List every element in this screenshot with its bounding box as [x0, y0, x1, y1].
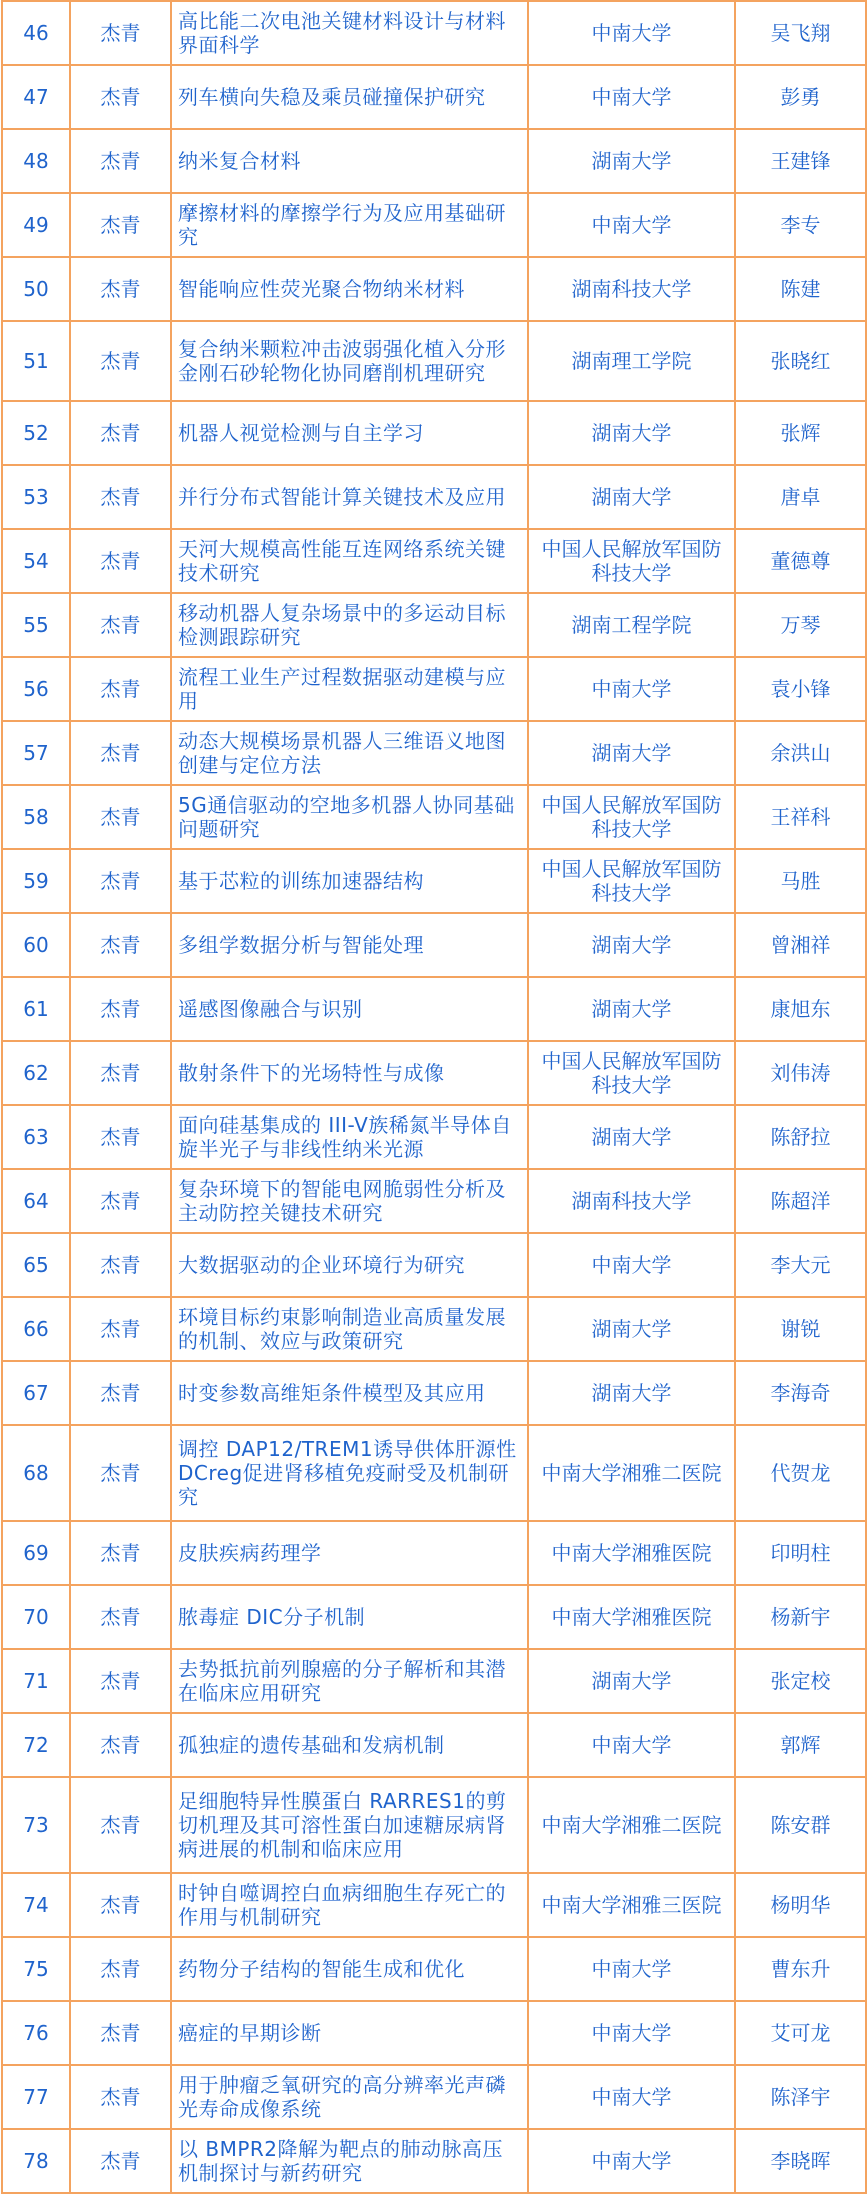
row-institution: 中国人民解放军国防科技大学	[528, 849, 735, 913]
row-project-title: 天河大规模高性能互连网络系统关键技术研究	[171, 529, 528, 593]
table-row	[2, 1425, 866, 1521]
row-project-title: 调控 DAP12/TREM1诱导供体肝源性 DCreg促进肾移植免疫耐受及机制研究	[171, 1425, 528, 1521]
row-person-name: 曾湘祥	[735, 913, 866, 977]
row-category: 杰青	[70, 2129, 171, 2193]
row-project-title: 列车横向失稳及乘员碰撞保护研究	[171, 65, 528, 129]
row-category: 杰青	[70, 657, 171, 721]
row-person-name: 刘伟涛	[735, 1041, 866, 1105]
table-row	[2, 401, 866, 465]
row-project-title: 多组学数据分析与智能处理	[171, 913, 528, 977]
table-row	[2, 529, 866, 593]
row-institution: 湖南大学	[528, 129, 735, 193]
row-institution: 湖南大学	[528, 1649, 735, 1713]
row-category: 杰青	[70, 1937, 171, 2001]
row-project-title: 时钟自噬调控白血病细胞生存死亡的作用与机制研究	[171, 1873, 528, 1937]
row-person-name: 郭辉	[735, 1713, 866, 1777]
table-row	[2, 2065, 866, 2129]
row-category: 杰青	[70, 1649, 171, 1713]
row-number: 60	[2, 913, 70, 977]
row-project-title: 摩擦材料的摩擦学行为及应用基础研究	[171, 193, 528, 257]
row-person-name: 杨明华	[735, 1873, 866, 1937]
row-category: 杰青	[70, 321, 171, 401]
row-institution: 湖南大学	[528, 401, 735, 465]
row-institution: 湖南大学	[528, 913, 735, 977]
row-number: 59	[2, 849, 70, 913]
row-number: 69	[2, 1521, 70, 1585]
row-person-name: 张辉	[735, 401, 866, 465]
row-project-title: 以 BMPR2降解为靶点的肺动脉高压机制探讨与新药研究	[171, 2129, 528, 2193]
table-row	[2, 257, 866, 321]
row-number: 55	[2, 593, 70, 657]
row-person-name: 李海奇	[735, 1361, 866, 1425]
awards-table	[1, 0, 867, 2194]
row-person-name: 王建锋	[735, 129, 866, 193]
row-institution: 中南大学湘雅医院	[528, 1521, 735, 1585]
row-number: 53	[2, 465, 70, 529]
row-project-title: 机器人视觉检测与自主学习	[171, 401, 528, 465]
row-number: 66	[2, 1297, 70, 1361]
row-number: 70	[2, 1585, 70, 1649]
row-category: 杰青	[70, 1585, 171, 1649]
row-number: 67	[2, 1361, 70, 1425]
row-category: 杰青	[70, 2065, 171, 2129]
row-category: 杰青	[70, 1169, 171, 1233]
table-row	[2, 1937, 866, 2001]
row-institution: 中南大学	[528, 1233, 735, 1297]
row-institution: 中南大学湘雅二医院	[528, 1425, 735, 1521]
row-number: 51	[2, 321, 70, 401]
row-category: 杰青	[70, 1361, 171, 1425]
row-institution: 湖南科技大学	[528, 1169, 735, 1233]
table-row	[2, 1361, 866, 1425]
row-project-title: 复合纳米颗粒冲击波弱强化植入分形金刚石砂轮物化协同磨削机理研究	[171, 321, 528, 401]
row-category: 杰青	[70, 401, 171, 465]
row-institution: 中南大学	[528, 1937, 735, 2001]
row-person-name: 陈舒拉	[735, 1105, 866, 1169]
row-category: 杰青	[70, 1777, 171, 1873]
table-row	[2, 193, 866, 257]
row-number: 58	[2, 785, 70, 849]
row-number: 65	[2, 1233, 70, 1297]
row-person-name: 陈安群	[735, 1777, 866, 1873]
row-project-title: 智能响应性荧光聚合物纳米材料	[171, 257, 528, 321]
table-row	[2, 1297, 866, 1361]
row-institution: 湖南大学	[528, 1105, 735, 1169]
row-number: 68	[2, 1425, 70, 1521]
row-category: 杰青	[70, 529, 171, 593]
row-number: 56	[2, 657, 70, 721]
row-person-name: 马胜	[735, 849, 866, 913]
row-category: 杰青	[70, 1233, 171, 1297]
row-institution: 中南大学	[528, 2129, 735, 2193]
row-project-title: 流程工业生产过程数据驱动建模与应用	[171, 657, 528, 721]
row-number: 75	[2, 1937, 70, 2001]
row-number: 61	[2, 977, 70, 1041]
row-project-title: 面向硅基集成的 III-V族稀氮半导体自旋半光子与非线性纳米光源	[171, 1105, 528, 1169]
row-category: 杰青	[70, 1873, 171, 1937]
row-category: 杰青	[70, 1, 171, 65]
row-category: 杰青	[70, 1713, 171, 1777]
row-institution: 中南大学	[528, 1, 735, 65]
row-institution: 湖南工程学院	[528, 593, 735, 657]
table-row	[2, 2001, 866, 2065]
row-person-name: 康旭东	[735, 977, 866, 1041]
table-row	[2, 1233, 866, 1297]
row-institution: 湖南大学	[528, 721, 735, 785]
row-number: 46	[2, 1, 70, 65]
table-row	[2, 593, 866, 657]
row-project-title: 遥感图像融合与识别	[171, 977, 528, 1041]
row-person-name: 王祥科	[735, 785, 866, 849]
row-project-title: 用于肿瘤乏氧研究的高分辨率光声磷光寿命成像系统	[171, 2065, 528, 2129]
table-row	[2, 1169, 866, 1233]
table-row	[2, 65, 866, 129]
table-row	[2, 1, 866, 65]
row-project-title: 药物分子结构的智能生成和优化	[171, 1937, 528, 2001]
row-category: 杰青	[70, 1105, 171, 1169]
row-person-name: 曹东升	[735, 1937, 866, 2001]
row-project-title: 5G通信驱动的空地多机器人协同基础问题研究	[171, 785, 528, 849]
row-person-name: 李晓晖	[735, 2129, 866, 2193]
table-row	[2, 657, 866, 721]
row-category: 杰青	[70, 257, 171, 321]
table-row	[2, 129, 866, 193]
row-person-name: 艾可龙	[735, 2001, 866, 2065]
row-person-name: 代贺龙	[735, 1425, 866, 1521]
row-number: 63	[2, 1105, 70, 1169]
row-institution: 中南大学	[528, 2065, 735, 2129]
row-number: 50	[2, 257, 70, 321]
table-row	[2, 1041, 866, 1105]
row-person-name: 张晓红	[735, 321, 866, 401]
row-person-name: 张定校	[735, 1649, 866, 1713]
table-row	[2, 321, 866, 401]
row-person-name: 彭勇	[735, 65, 866, 129]
row-person-name: 谢锐	[735, 1297, 866, 1361]
table-row	[2, 1777, 866, 1873]
row-category: 杰青	[70, 65, 171, 129]
row-category: 杰青	[70, 1521, 171, 1585]
row-category: 杰青	[70, 1041, 171, 1105]
row-project-title: 复杂环境下的智能电网脆弱性分析及主动防控关键技术研究	[171, 1169, 528, 1233]
row-institution: 中南大学湘雅二医院	[528, 1777, 735, 1873]
row-project-title: 动态大规模场景机器人三维语义地图创建与定位方法	[171, 721, 528, 785]
row-project-title: 孤独症的遗传基础和发病机制	[171, 1713, 528, 1777]
row-project-title: 移动机器人复杂场景中的多运动目标检测跟踪研究	[171, 593, 528, 657]
table-row	[2, 1521, 866, 1585]
row-category: 杰青	[70, 785, 171, 849]
row-institution: 湖南大学	[528, 977, 735, 1041]
row-number: 62	[2, 1041, 70, 1105]
row-category: 杰青	[70, 721, 171, 785]
row-institution: 中南大学	[528, 65, 735, 129]
row-person-name: 余洪山	[735, 721, 866, 785]
row-person-name: 吴飞翔	[735, 1, 866, 65]
row-project-title: 癌症的早期诊断	[171, 2001, 528, 2065]
row-category: 杰青	[70, 1297, 171, 1361]
row-person-name: 陈超洋	[735, 1169, 866, 1233]
row-project-title: 基于芯粒的训练加速器结构	[171, 849, 528, 913]
row-category: 杰青	[70, 593, 171, 657]
table-row	[2, 465, 866, 529]
row-number: 73	[2, 1777, 70, 1873]
table-row	[2, 849, 866, 913]
row-person-name: 李大元	[735, 1233, 866, 1297]
row-project-title: 纳米复合材料	[171, 129, 528, 193]
table-row	[2, 913, 866, 977]
row-person-name: 万琴	[735, 593, 866, 657]
table-row	[2, 721, 866, 785]
table-row	[2, 1105, 866, 1169]
row-project-title: 环境目标约束影响制造业高质量发展的机制、效应与政策研究	[171, 1297, 528, 1361]
row-institution: 湖南理工学院	[528, 321, 735, 401]
table-row	[2, 1585, 866, 1649]
row-category: 杰青	[70, 1425, 171, 1521]
row-institution: 中南大学	[528, 1713, 735, 1777]
row-category: 杰青	[70, 977, 171, 1041]
row-category: 杰青	[70, 913, 171, 977]
table-row	[2, 785, 866, 849]
row-number: 78	[2, 2129, 70, 2193]
row-category: 杰青	[70, 193, 171, 257]
row-number: 76	[2, 2001, 70, 2065]
table-row	[2, 2129, 866, 2193]
row-project-title: 大数据驱动的企业环境行为研究	[171, 1233, 528, 1297]
row-project-title: 皮肤疾病药理学	[171, 1521, 528, 1585]
row-institution: 湖南科技大学	[528, 257, 735, 321]
row-number: 48	[2, 129, 70, 193]
row-number: 52	[2, 401, 70, 465]
table-row	[2, 1873, 866, 1937]
row-person-name: 陈建	[735, 257, 866, 321]
row-person-name: 杨新宇	[735, 1585, 866, 1649]
row-institution: 中国人民解放军国防科技大学	[528, 529, 735, 593]
row-category: 杰青	[70, 129, 171, 193]
row-institution: 中南大学湘雅医院	[528, 1585, 735, 1649]
row-number: 54	[2, 529, 70, 593]
row-institution: 中国人民解放军国防科技大学	[528, 785, 735, 849]
row-number: 64	[2, 1169, 70, 1233]
row-institution: 中南大学湘雅三医院	[528, 1873, 735, 1937]
table-row	[2, 977, 866, 1041]
table-body	[2, 1, 866, 2193]
row-number: 71	[2, 1649, 70, 1713]
row-number: 77	[2, 2065, 70, 2129]
row-number: 49	[2, 193, 70, 257]
row-category: 杰青	[70, 849, 171, 913]
row-project-title: 去势抵抗前列腺癌的分子解析和其潜在临床应用研究	[171, 1649, 528, 1713]
row-category: 杰青	[70, 465, 171, 529]
row-institution: 湖南大学	[528, 1361, 735, 1425]
row-institution: 湖南大学	[528, 465, 735, 529]
row-number: 72	[2, 1713, 70, 1777]
row-institution: 中南大学	[528, 193, 735, 257]
row-project-title: 高比能二次电池关键材料设计与材料界面科学	[171, 1, 528, 65]
row-category: 杰青	[70, 2001, 171, 2065]
row-project-title: 散射条件下的光场特性与成像	[171, 1041, 528, 1105]
row-number: 74	[2, 1873, 70, 1937]
row-person-name: 陈泽宇	[735, 2065, 866, 2129]
row-project-title: 时变参数高维矩条件模型及其应用	[171, 1361, 528, 1425]
row-person-name: 李专	[735, 193, 866, 257]
table-row	[2, 1649, 866, 1713]
row-project-title: 足细胞特异性膜蛋白 RARRES1的剪切机理及其可溶性蛋白加速糖尿病肾病进展的机制和临床应用	[171, 1777, 528, 1873]
row-project-title: 脓毒症 DIC分子机制	[171, 1585, 528, 1649]
row-institution: 中国人民解放军国防科技大学	[528, 1041, 735, 1105]
table-row	[2, 1713, 866, 1777]
row-institution: 中南大学	[528, 657, 735, 721]
row-project-title: 并行分布式智能计算关键技术及应用	[171, 465, 528, 529]
row-number: 57	[2, 721, 70, 785]
row-institution: 中南大学	[528, 2001, 735, 2065]
row-institution: 湖南大学	[528, 1297, 735, 1361]
row-person-name: 董德尊	[735, 529, 866, 593]
row-number: 47	[2, 65, 70, 129]
row-person-name: 唐卓	[735, 465, 866, 529]
row-person-name: 袁小锋	[735, 657, 866, 721]
row-person-name: 印明柱	[735, 1521, 866, 1585]
